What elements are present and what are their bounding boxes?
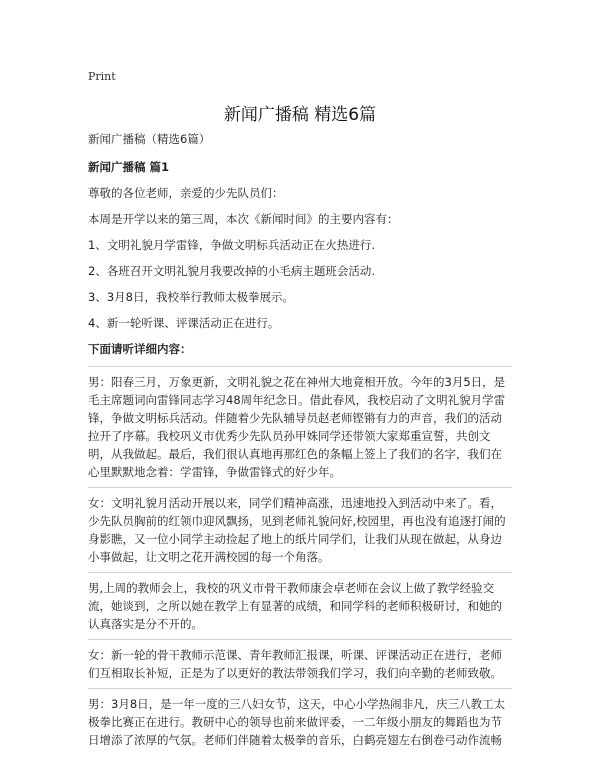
page-title: 新闻广播稿 精选6篇 xyxy=(223,105,377,125)
list-item: 4、新一轮听课、评课活动正在进行。 xyxy=(88,316,280,330)
list-item: 3、3月8日，我校举行教师太极拳展示。 xyxy=(88,290,294,304)
print-link[interactable]: Print xyxy=(88,70,116,83)
article-heading: 新闻广播稿 篇1 xyxy=(88,160,170,174)
document-body xyxy=(88,130,512,755)
paragraph: 女：新一轮的骨干教师示范课、青年教师汇报课，听课、评课活动正在进行，老师们互相取长补短，正是为了以更好的教法带领我们学习，我们向辛勤的老师致敬。 xyxy=(88,648,502,680)
greeting-line: 尊敬的各位老师，亲爱的少先队员们： xyxy=(88,186,284,200)
list-item: 1、文明礼貌月学雷锋，争做文明标兵活动正在火热进行. xyxy=(88,238,375,252)
details-heading: 下面请听详细内容： xyxy=(88,342,192,356)
paragraph: 男：3月8日，是一年一度的三八妇女节，这天，中心小学热闹非凡，庆三八教工太极拳比赛正在进行。教研中心的领导也前来做评委，一二年级小朋友的舞蹈也为节日增添了浓厚的气氛。老师们伴随着太极拳的音乐，白鹤亮翅左右倒卷弓动作流畅 xyxy=(88,697,506,747)
list-item: 2、各班召开文明礼貌月我要改掉的小毛病主题班会活动. xyxy=(88,264,375,278)
document-subtitle: 新闻广播稿（精选6篇） xyxy=(88,132,211,146)
paragraph: 女：文明礼貌月活动开展以来，同学们精神高涨，迅速地投入到活动中来了。看，少先队员胸前的红领巾迎风飘扬，见到老师礼貌问好,校园里，再也没有追逐打闹的身影瞧，又一位小同学主动捡起了地上的纸片同学们，让我们从现在做起，从身边小事做起，让文明之花开满校园的每一个角落。 xyxy=(88,496,506,564)
paragraph: 男,上周的教师会上，我校的巩义市骨干教师康会卓老师在会议上做了教学经验交流，她谈到，之所以她在教学上有显著的成绩，和同学科的老师积极研讨，和她的认真落实是分不开的。 xyxy=(88,581,502,631)
paragraph: 男：阳春三月，万象更新，文明礼貌之花在神州大地竟相开放。今年的3月5日，是毛主席题词向雷锋同志学习48周年纪念日。借此春风，我校启动了文明礼貌月学雷锋，争做文明标兵活动。伴随着少先队辅导员赵老师铿锵有力的声音，我们的活动拉开了序幕。我校巩义市优秀少先队员孙甲姝同学还带领大家郑重宣誓，共创文明，从我做起。最后，我们很认真地再那红色的条幅上签上了我们的名字，我们在心里默默地念着：学雷锋，争做雷锋式的好少年。 xyxy=(88,375,506,479)
intro-line: 本周是开学以来的第三周，本次《新闻时间》的主要内容有： xyxy=(88,212,399,226)
